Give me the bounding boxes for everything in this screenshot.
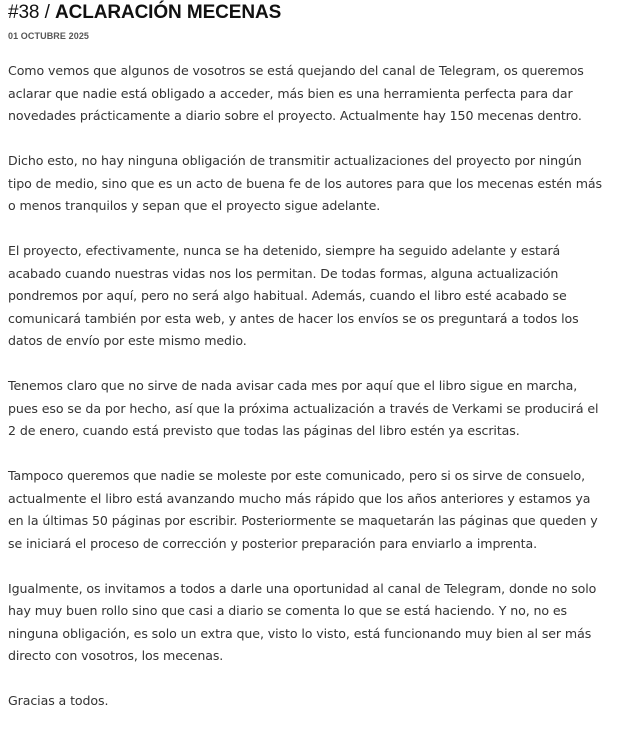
paragraph-6: Igualmente, os invitamos a todos a darle una oportunidad al canal de Telegram, donde no solo hay muy buen rollo sino que casi a diario se comenta lo que se está haciendo. Y no, no es ninguna obligación, es solo un extra que, visto lo visto, está funcionando muy bien al ser más directo con vosotros, los mecenas.: [8, 580, 597, 663]
paragraph-5: Tampoco queremos que nadie se moleste por este comunicado, pero si os sirve de consuelo, actualmente el libro está avanzando mucho más rápido que los años anteriores y estamos ya en la últimas 50 páginas por escribir. Posteriormente se maquetarán las páginas que queden y se iniciará el proceso de corrección y posterior preparación para enviarlo a imprenta.: [8, 468, 598, 551]
paragraph-1: Como vemos que algunos de vosotros se está quejando del canal de Telegram, os queremos aclarar que nadie está obligado a acceder, más bien es una herramienta perfecta para dar novedades prácticamente a diario sobre el proyecto. Actualmente hay 150 mecenas dentro.: [8, 63, 584, 123]
paragraph-3: El proyecto, efectivamente, nunca se ha detenido, siempre ha seguido adelante y estará acabado cuando nuestras vidas nos los permitan. De todas formas, alguna actualización pondremos por aquí, pero no será algo habitual. Además, cuando el libro esté acabado se comunicará también por esta web, y antes de hacer los envíos se os preguntará a todos los datos de envío por este mismo medio.: [8, 243, 579, 348]
title-separator: /: [39, 2, 55, 23]
paragraph-2: Dicho esto, no hay ninguna obligación de transmitir actualizaciones del proyecto por ningún tipo de medio, sino que es un acto de buena fe de los autores para que los mecenas estén más o menos tranquilos y sepan que el proyecto sigue adelante.: [8, 153, 602, 213]
post-number: #38: [8, 2, 40, 23]
post-title-text: ACLARACIÓN MECENAS: [54, 2, 282, 23]
post-body: [8, 60, 608, 713]
update-post: [8, 0, 608, 735]
paragraph-7: Gracias a todos.: [8, 693, 109, 708]
post-date: 01 OCTUBRE 2025: [8, 31, 90, 41]
post-title: [8, 0, 608, 24]
paragraph-4: Tenemos claro que no sirve de nada avisar cada mes por aquí que el libro sigue en marcha, pues eso se da por hecho, así que la próxima actualización a través de Verkami se producirá el 2 de enero, cuando está previsto que todas las páginas del libro estén ya escritas.: [8, 378, 599, 438]
